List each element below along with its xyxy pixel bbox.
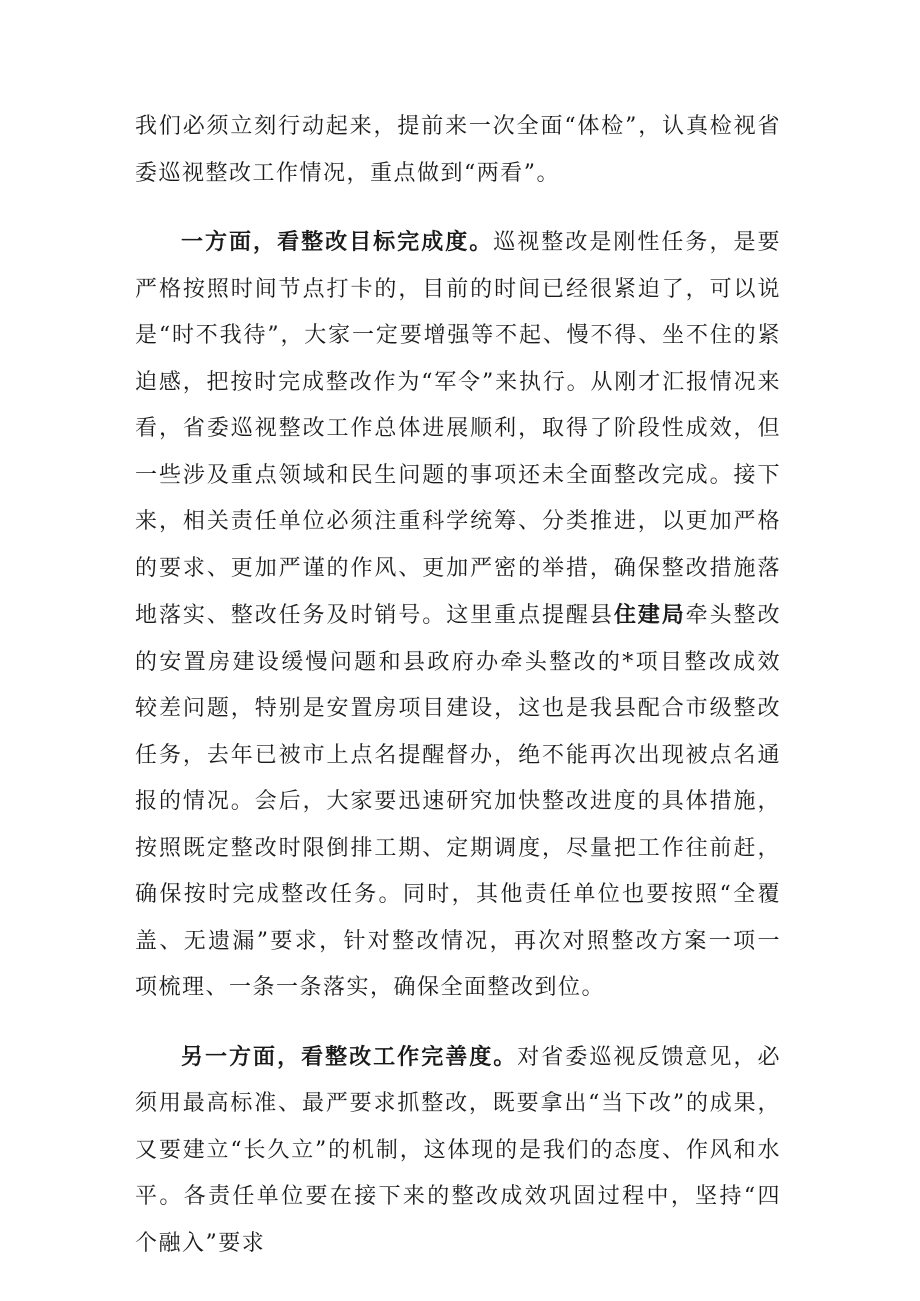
paragraph-completion-heading: 一方面，看整改目标完成度。 [181,229,494,255]
paragraph-completion-text-2: 牵头整改的安置房建设缓慢问题和县政府办牵头整改的*项目整改成效较差问题，特别是安置房项目建设，这也是我县配合市级整改任务，去年已被市上点名提醒督办，绝不能再次出现被点名通报的情况。会后，大家要迅速研究加快整改进度的具体措施，按照既定整改时限倒排工期、定期调度，尽量把工作往前赶，确保按时完成整改任务。同时，其他责任单位也要按照“全覆盖、无遗漏”要求，针对整改情况，再次对照整改方案一项一项梳理、一条一条落实，确保全面整改到位。 [135,603,781,1000]
paragraph-intro [135,104,781,197]
document-page [135,104,781,1267]
paragraph-completion-bold-inline: 住建局 [613,602,686,628]
paragraph-improvement-text: 对省委巡视反馈意见，必须用最高标准、最严要求抓整改，既要拿出“当下改”的成果，又要建立“长久立”的机制，这体现的是我们的态度、作风和水平。各责任单位要在接下来的整改成效巩固过程中，坚持“四个融入”要求 [135,1044,781,1256]
paragraph-intro-text: 我们必须立刻行动起来，提前来一次全面“体检”，认真检视省委巡视整改工作情况，重点做到“两看”。 [135,114,781,186]
paragraph-completion [135,219,781,1012]
paragraph-improvement-heading: 另一方面，看整改工作完善度。 [181,1043,518,1070]
paragraph-completion-text-1: 巡视整改是刚性任务，是要严格按照时间节点打卡的，目前的时间已经很紧迫了，可以说是“时不我待”，大家一定要增强等不起、慢不得、坐不住的紧迫感，把按时完成整改作为“军令”来执行。从刚才汇报情况来看，省委巡视整改工作总体进展顺利，取得了阶段性成效，但一些涉及重点领域和民生问题的事项还未全面整改完成。接下来，相关责任单位必须注重科学统筹、分类推进，以更加严格的要求、更加严谨的作风、更加严密的举措，确保整改措施落地落实、整改任务及时销号。这里重点提醒县 [135,230,781,628]
paragraph-improvement [135,1034,781,1268]
